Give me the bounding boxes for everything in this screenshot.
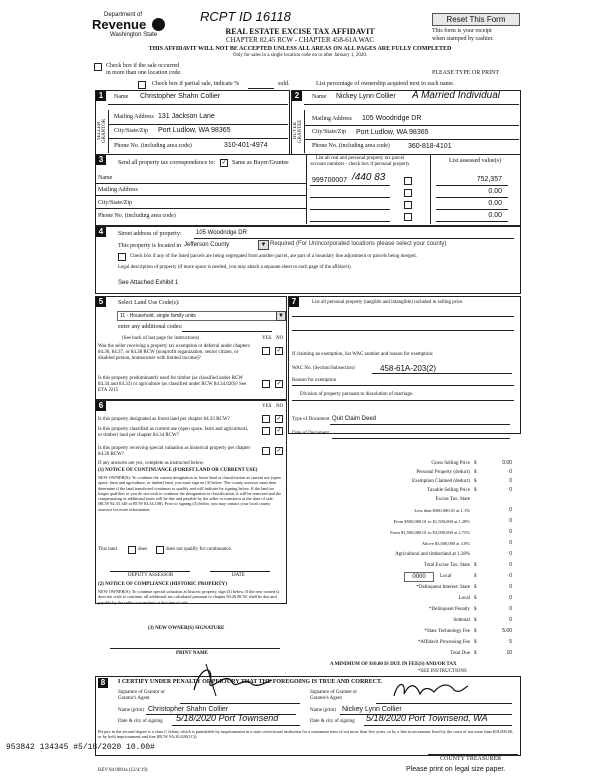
- grantee-signature-label: Signature of Grantee or Grantee's Agent: [310, 690, 358, 701]
- s5-no-header: NO: [276, 336, 284, 341]
- receipt-note-3: PLEASE TYPE OR PRINT: [432, 70, 500, 76]
- same-as-buyer-checkbox[interactable]: ✓: [221, 160, 227, 166]
- form-title: REAL ESTATE EXCISE TAX AFFIDAVIT: [225, 27, 375, 36]
- buyer-mailing-field[interactable]: 105 Woodridge DR: [362, 115, 422, 122]
- assessed-value-4[interactable]: 0.00: [488, 212, 502, 219]
- processing-fee-label: *Affidavit Processing Fee: [417, 640, 470, 645]
- land-use-dropdown-icon[interactable]: ▼: [276, 311, 286, 321]
- assessed-value-3[interactable]: 0.00: [488, 200, 502, 207]
- tax-row-label-9: Agricultural and timberland at 1.28%: [395, 552, 470, 557]
- seller-mailing-label: Mailing Address: [114, 114, 154, 120]
- section-4-number: 4: [96, 227, 106, 237]
- tax-row-label-10: Total Excise Tax: State: [423, 563, 470, 568]
- assessed-value-1[interactable]: 752,357: [476, 176, 502, 183]
- s5-q2-yes-checkbox[interactable]: [262, 380, 270, 388]
- local2-label: Local: [458, 596, 470, 601]
- additional-codes-label: enter any additional codes:: [118, 324, 183, 330]
- personal-property-checkbox-3[interactable]: [404, 201, 412, 209]
- tax-row-value-1[interactable]: 0: [509, 469, 512, 475]
- buyer-name-label: Name: [312, 94, 327, 100]
- segregated-checkbox[interactable]: [118, 253, 126, 261]
- send-correspondence-label: Send all property tax correspondence to:: [118, 160, 216, 166]
- continuance-title: (1) NOTICE OF CONTINUANCE (FOREST LAND OR CURRENT USE): [98, 468, 258, 473]
- grantor-date-city-field[interactable]: 5/18/2020 Port Townsend: [176, 713, 279, 723]
- tax-row-value-10[interactable]: 0: [509, 562, 512, 568]
- processing-fee-value[interactable]: 5: [509, 639, 512, 645]
- s6-q2-yes-checkbox[interactable]: [262, 427, 270, 435]
- tax-row-label-8: Above $3,000,000 at 3.0%: [421, 541, 470, 546]
- minimum-due-note: A MINIMUM OF $10.00 IS DUE IN FEE(S) AND/OR TAX: [330, 662, 457, 667]
- personal-property-checkbox-2[interactable]: [404, 189, 412, 197]
- if-yes-note: If any answers are yes, complete as instructed below.: [98, 461, 205, 466]
- s6-yes-header: YES: [262, 404, 272, 409]
- doc-type-label: Type of Document: [292, 417, 330, 422]
- multi-location-label-2: in more than one location code.: [106, 70, 182, 76]
- reason-label: Reason for exemption: [292, 378, 337, 383]
- dollar-sign: $: [474, 470, 477, 475]
- see-back-note: (See back of last page for instructions): [122, 336, 200, 341]
- s5-q1-no-checkbox[interactable]: ✓: [276, 348, 282, 354]
- s6-q1-no-checkbox[interactable]: ✓: [276, 416, 282, 422]
- parcel-list-header: List all real and personal property tax parcel account numbers - check box if personal property: [310, 156, 410, 167]
- dollar-sign: $: [474, 607, 477, 612]
- grantee-date-city-label: Date & city of signing: [310, 719, 355, 724]
- assessed-value-2[interactable]: 0.00: [488, 188, 502, 195]
- s3-mailing-label: Mailing Address: [98, 187, 138, 193]
- new-owner-signature-label: (3) NEW OWNER(S) SIGNATURE: [148, 626, 225, 631]
- s5-q1-yes-checkbox[interactable]: [262, 347, 270, 355]
- delinquent-penalty-label: *Delinquent Penalty: [429, 607, 470, 612]
- tax-row-value-7[interactable]: 0: [509, 529, 512, 535]
- s5-question-1: Was the seller receiving a property tax exemption or deferral under chapters 84.36, 84.37, or 84.38 RCW (nonprofit organization, senior citizen, or disabled person, homeowner with limited income)?: [98, 344, 250, 361]
- receipt-note-2: when stamped by cashier.: [432, 36, 494, 42]
- street-address-label: Street address of property:: [118, 231, 182, 237]
- list-percentage-note: List percentage of ownership acquired next to each name.: [316, 81, 455, 87]
- legal-paper-note: Please print on legal size paper.: [406, 766, 506, 773]
- buyer-name-field[interactable]: Nickey Lynn Collier: [336, 93, 396, 100]
- tax-row-value-9[interactable]: 0: [509, 551, 512, 557]
- logo-swirl-icon: [152, 18, 165, 31]
- print-name-label: PRINT NAME: [176, 651, 208, 656]
- tax-row-label-2: Exemption Claimed (deduct): [411, 479, 470, 484]
- this-land-label: This land: [98, 547, 117, 552]
- tech-fee-value[interactable]: 5.00: [502, 628, 512, 634]
- dollar-sign: $: [474, 618, 477, 623]
- land-use-select[interactable]: 11 - Household, single family units: [117, 311, 278, 321]
- tech-fee-label: *State Technology Fee: [424, 629, 470, 634]
- grantor-name-print-label: Name (print): [118, 708, 144, 713]
- local-value[interactable]: 0: [509, 573, 512, 579]
- s6-question-1: Is this property designated as forest land per chapter 84.33 RCW?: [98, 417, 230, 422]
- same-as-buyer-label: Same as Buyer/Grantee: [232, 160, 289, 166]
- s6-question-2: Is this property classified as current use (open space, farm and agricultural, or timber) land per chapter 84.34 RCW?: [98, 427, 249, 438]
- partial-sale-label: Check box if partial sale, indicate %: [152, 81, 240, 87]
- doc-date-label: Date of Document: [292, 431, 329, 436]
- tax-row-value-6[interactable]: 0: [509, 518, 512, 524]
- land-does-not-checkbox[interactable]: [156, 546, 164, 554]
- buyer-side-label: BUYER GRANTEE: [293, 119, 303, 143]
- buyer-city-label: City/State/Zip: [312, 129, 346, 135]
- tax-row-label-1: Personal Property (deduct): [416, 470, 470, 475]
- delinquent-penalty-value[interactable]: 0: [509, 606, 512, 612]
- section-5-number: 5: [96, 297, 106, 307]
- revenue-logo: [92, 12, 170, 42]
- grantee-signature[interactable]: [390, 676, 470, 702]
- wac-field[interactable]: 458-61A-203(2): [380, 364, 437, 373]
- s3-phone-label: Phone No. (including area code): [98, 213, 176, 219]
- section-1-number: 1: [96, 91, 106, 101]
- s5-question-2: Is this property predominantly used for timber (as classified under RCW 84.34 and 84.33) or agriculture (as classified under RCW 84.34.020)? See ETA 3215: [98, 376, 247, 393]
- handwritten-receipt-id: RCPT ID 16118: [200, 9, 291, 24]
- historic-title: (2) NOTICE OF COMPLIANCE (HISTORIC PROPERTY): [98, 582, 227, 587]
- form-warning: THIS AFFIDAVIT WILL NOT BE ACCEPTED UNLESS ALL AREAS ON ALL PAGES ARE FULLY COMPLETED: [148, 46, 452, 52]
- s6-q1-yes-checkbox[interactable]: [262, 415, 270, 423]
- grantor-name-field[interactable]: Christopher Shahn Collier: [148, 706, 229, 713]
- s5-q2-no-checkbox[interactable]: ✓: [276, 381, 282, 387]
- dollar-sign: $: [474, 585, 477, 590]
- seller-city-field[interactable]: Port Ludlow, WA 98365: [158, 127, 231, 134]
- land-use-label: Select Land Use Code(s):: [118, 300, 180, 306]
- sold-label: sold.: [278, 81, 290, 87]
- multi-location-label: Check box if the sale occurred: [106, 63, 180, 69]
- s6-question-3: Is this property receiving special valuation as historical property per chapter 84.26 RCW?: [98, 446, 251, 457]
- see-instructions-note: *SEE INSTRUCTIONS: [418, 669, 467, 674]
- state-label: Washington State: [110, 32, 158, 38]
- s3-city-label: City/State/Zip: [98, 200, 132, 206]
- buyer-name-handwritten: A Married Individual: [412, 90, 501, 101]
- located-in-label: This property is located in: [118, 243, 181, 249]
- tax-row-label-5: Less than $500,000.01 at 1.1%: [414, 508, 470, 513]
- tax-row-value-3[interactable]: 0: [509, 487, 512, 493]
- doc-type-field[interactable]: Quit Claim Deed: [332, 416, 377, 422]
- subtotal-value[interactable]: 0: [509, 617, 512, 623]
- seller-phone-field[interactable]: 310-401-4974: [224, 142, 268, 149]
- parcel-number-field[interactable]: 999700007: [312, 177, 348, 184]
- dollar-sign: $: [474, 461, 477, 466]
- seller-side-label: SELLER GRANTOR: [97, 118, 107, 144]
- local-label: Local: [440, 574, 452, 579]
- local2-value[interactable]: 0: [509, 595, 512, 601]
- street-address-field[interactable]: 105 Woodridge DR: [196, 230, 247, 236]
- date-label: DATE: [232, 573, 245, 578]
- land-does-checkbox[interactable]: [128, 546, 136, 554]
- continuance-text: NEW OWNER(S): To continue the current designation as forest land or classification as current use (open space, farm and agriculture, or timber) land, you must sign on (3) below. The county assessor must then determine if the land transferred continues to qualify and will indicate by signing below. If the land no longer qualifies or you do not wish to continue the designation or classification, it will be removed and the compensating or additional taxes will be due and payable by the seller or transferor at the time of sale. (RCW 84.33.140 or RCW 84.34.108). Prior to signing (3) below, you may contact your local county assessor for more information.: [98, 475, 282, 512]
- buyer-mailing-label: Mailing Address: [312, 116, 352, 122]
- certify-statement: I CERTIFY UNDER PENALTY OF PERJURY THAT THE FOREGOING IS TRUE AND CORRECT.: [118, 679, 383, 685]
- cashier-stamp: 953842 134345 #5/18/2020 10.00#: [6, 743, 155, 752]
- tax-row-value-8[interactable]: 0: [509, 540, 512, 546]
- s6-q3-yes-checkbox[interactable]: [262, 447, 270, 455]
- multi-location-checkbox[interactable]: [94, 63, 102, 71]
- delinquent-interest-label: *Delinquent Interest: State: [416, 585, 470, 590]
- legal-description-label: Legal description of property (if more space is needed, you may attach a separate sheet to each page of the affidavit): [118, 265, 351, 270]
- s6-q3-no-checkbox[interactable]: ✓: [276, 448, 282, 454]
- s6-q2-no-checkbox[interactable]: ✓: [276, 428, 282, 434]
- seller-mailing-field[interactable]: 131 Jackson Lane: [158, 113, 215, 120]
- only-for-note: Only for sales in a single location code on or after January 1, 2020.: [232, 53, 368, 58]
- tax-row-label-7: From $1,500,000.01 to $3,000,000 at 2.75%: [390, 530, 470, 535]
- dollar-sign: $: [474, 488, 477, 493]
- local-rate-field[interactable]: 0000: [404, 572, 434, 582]
- subtotal-label: Subtotal: [453, 618, 470, 623]
- reason-field[interactable]: Division of property pursuant to dissolution of marriage.: [300, 392, 414, 397]
- personal-property-checkbox-4[interactable]: [404, 213, 412, 221]
- tax-row-label-3: Taxable Selling Price: [427, 488, 470, 493]
- grantee-signature-scribble: [390, 676, 470, 702]
- dollar-sign: $: [474, 574, 477, 579]
- reset-form-button[interactable]: Reset This Form: [432, 13, 520, 26]
- seller-name-field[interactable]: Christopher Shahn Collier: [140, 93, 221, 100]
- tax-row-value-2[interactable]: 0: [509, 478, 512, 484]
- seller-name-label: Name: [114, 94, 129, 100]
- deputy-assessor-label: DEPUTY ASSESSOR: [128, 573, 174, 578]
- s5-yes-header: YES: [262, 336, 272, 341]
- tax-row-label-4: Excise Tax: State: [435, 497, 470, 502]
- dollar-sign: $: [474, 563, 477, 568]
- assessed-value-header: List assessed value(s): [449, 158, 501, 164]
- dollar-sign: $: [474, 640, 477, 645]
- county-required-note: Required (For Unincorporated locations please select your county): [270, 241, 447, 247]
- grantor-date-city-label: Date & city of signing: [118, 719, 163, 724]
- legal-description-field[interactable]: See Attached Exhibit 1: [118, 280, 179, 286]
- does-not-label: does not qualify for continuance.: [166, 547, 232, 552]
- total-due-label: Total Due: [450, 651, 470, 656]
- grantor-signature-label: Signature of Grantor or Grantor's Agent: [118, 690, 165, 701]
- buyer-city-field[interactable]: Port Ludlow, WA 98365: [356, 129, 429, 136]
- dollar-sign: $: [474, 596, 477, 601]
- personal-property-checkbox-1[interactable]: [404, 177, 412, 185]
- grantee-name-print-label: Name (print): [310, 708, 336, 713]
- seller-city-label: City/State/Zip: [114, 128, 148, 134]
- section-2-number: 2: [292, 91, 302, 101]
- partial-sale-checkbox[interactable]: [138, 81, 146, 89]
- county-dropdown-icon[interactable]: ▼: [258, 240, 269, 250]
- segregated-label: Check box if any of the listed parcels are being segregated from another parcel, are part of a boundary line adjustment or parcels being merged.: [130, 254, 417, 259]
- seller-phone-label: Phone No. (including area code): [114, 143, 192, 149]
- section-8-number: 8: [98, 678, 108, 688]
- buyer-phone-label: Phone No. (including area code): [312, 143, 390, 149]
- section-3-number: 3: [96, 155, 106, 165]
- county-treasurer-label: COUNTY TREASURER: [440, 756, 502, 762]
- grantor-signature[interactable]: [186, 660, 276, 700]
- dollar-sign: $: [474, 479, 477, 484]
- wac-label: WAC No. (Section/Subsection): [292, 366, 355, 371]
- tax-row-value-0[interactable]: 0.00: [502, 460, 512, 466]
- form-id: REV 84 0001a (12/4/19): [98, 768, 148, 773]
- total-due-value[interactable]: 10: [506, 650, 512, 656]
- historic-text: NEW OWNER(S): To continue special valuation as historic property, sign (3) below. If the new owner(s) does not wish to continue, all additional tax calculated pursuant to chapter 84.26 RCW, shall be due and payable by the seller or transferor at the time of sale.: [98, 589, 279, 605]
- agency-name: Revenue: [92, 17, 147, 32]
- tax-row-value-5[interactable]: 0: [509, 507, 512, 513]
- form-subtitle: CHAPTER 82.45 RCW - CHAPTER 458-61A WAC: [225, 36, 375, 44]
- tax-row-label-0: Gross Selling Price: [431, 461, 470, 466]
- agency-label: Department of: [104, 12, 143, 18]
- delinquent-interest-value[interactable]: 0: [509, 584, 512, 590]
- perjury-text: Perjury in the second degree is a class C felony which is punishable by imprisonment in a state correctional institution for a maximum term of not more than five years, or by a fine in an amount fixed by the court of not more than $10,000.00, or by both imprisonment and fine (RCW 9A.20.020(1C)).: [98, 729, 514, 740]
- section-7-number: 7: [289, 297, 299, 307]
- does-label: does: [138, 547, 148, 552]
- dollar-sign: $: [474, 629, 477, 634]
- section-6-number: 6: [96, 401, 106, 411]
- dollar-sign: $: [474, 651, 477, 656]
- exemption-label: If claiming an exemption, list WAC number and reason for exemption:: [292, 352, 434, 357]
- s3-name-label: Name: [98, 175, 113, 181]
- grantee-date-city-field[interactable]: 5/18/2020 Port Townsend, WA: [366, 713, 488, 723]
- s6-no-header: NO: [276, 404, 284, 409]
- tax-row-label-6: From $500,000.01 to $1,500,000 at 1.28%: [393, 519, 470, 524]
- parcel-handwritten: /440 83: [352, 172, 386, 183]
- grantor-signature-scribble: [186, 660, 276, 700]
- grantee-name-field[interactable]: Nickey Lynn Collier: [342, 706, 402, 713]
- buyer-phone-field[interactable]: 360-818-4101: [408, 143, 452, 150]
- receipt-note-1: This form is your receipt: [432, 28, 492, 34]
- county-field[interactable]: Jefferson County: [184, 242, 230, 248]
- personal-property-label: List all personal property (tangible and intangible) included in selling price.: [312, 300, 464, 305]
